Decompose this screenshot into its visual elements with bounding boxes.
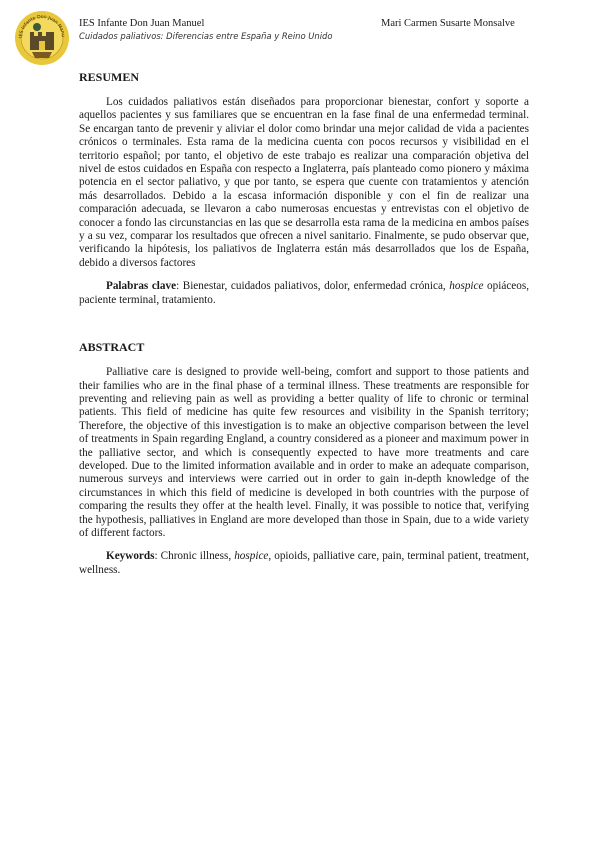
header-author: Mari Carmen Susarte Monsalve xyxy=(381,18,515,29)
header-subtitle: Cuidados paliativos: Diferencias entre España y Reino Unido xyxy=(79,31,333,41)
page-header xyxy=(79,17,332,43)
abstract-body: Palliative care is designed to provide well-being, comfort and support to those patients and their families who are in the final phase of a terminal illness. These treatments are responsible for preventing and relieving pain as well as providing a better quality of life to chronic or terminal patients. This field of medicine has quite few resources and visibility in the Spanish territory; Therefore, the objective of this investigation is to make an objective comparison between the level of treatments in Spain regarding England, a country considered as a pioneer and maximum power in the palliative sector, and which is consequently expected to have more treatments and care developed. Due to the limited information available and in order to make an adequate comparison, numerous surveys and interviews were carried out in order to gain in-depth knowledge of the circumstances in which this field of medicine is developed in both countries with the purpose of comparing the results they offer at the health level. Finally, it was possible to notice that, verifying the hypothesis, palliatives in England are more developed than those in Spain, due to a wide variety of different factors. xyxy=(79,366,529,539)
section-spacer xyxy=(79,307,529,340)
abstract-keywords-label: Keywords xyxy=(106,550,155,563)
school-logo-icon xyxy=(14,10,70,66)
resumen-keywords-label: Palabras clave xyxy=(106,280,177,293)
resumen-keywords-rest: opiáceos, paciente terminal, tratamiento. xyxy=(79,280,529,306)
abstract-keywords-text: : Chronic illness, xyxy=(154,550,235,563)
school-seal-icon xyxy=(14,10,70,66)
resumen-body: Los cuidados paliativos están diseñados para proporcionar bienestar, confort y soporte a aquellos pacientes y sus familiares que se encuentran en la fase final de una enfermedad terminal. Se encargan tanto de prevenir y aliviar el dolor como brindar una mejor calidad de vida a pacientes crónicos o terminales. Esta rama de la medicina cuenta con pocos recursos y visibilidad en el territorio español; por tanto, el objetivo de este trabajo es realizar una comparación objetiva del nivel de estos cuidados en España con respecto a Inglaterra, país planteado como pionero y máxima potencia en el sector paliativo, y que por tanto, se espera que cuente con tratamientos y atención más desarrollados. Debido a la escasa información disponible y con el fin de realizar una comparación adecuada, se llevaron a cabo numerosas encuestas y entrevistas con el objetivo de conocer a fondo las circunstancias en las que se desarrolla esta rama de la medicina en ambos países y a su vez, comparar los resultados que ofrecen a nivel sanitario. Finalmente, se pudo observar que, verificando la hipótesis, los paliativos de Inglaterra están más desarrollados que los de España, debido a diversos factores xyxy=(79,96,529,269)
abstract-heading: ABSTRACT xyxy=(79,340,145,355)
abstract-keywords-italic: hospice xyxy=(234,550,269,563)
resumen-keywords-text: : Bienestar, cuidados paliativos, dolor, enfermedad crónica, xyxy=(176,280,450,293)
page-content xyxy=(79,70,529,577)
resumen-keywords-italic: hospice xyxy=(449,280,484,293)
resumen-heading: RESUMEN xyxy=(79,70,140,84)
resumen-keywords xyxy=(79,280,529,307)
abstract-keywords xyxy=(79,550,529,577)
abstract-keywords-rest: , opioids, palliative care, pain, terminal patient, treatment, wellness. xyxy=(79,550,529,576)
logo-ring-text: IES Infante Don Juan Manu xyxy=(18,14,66,39)
header-institution: IES Infante Don Juan Manuel xyxy=(79,18,205,29)
